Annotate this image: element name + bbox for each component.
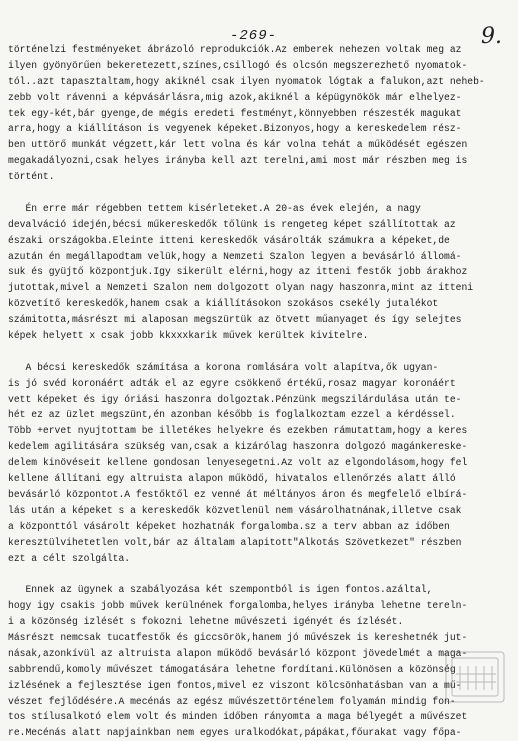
text-line: bevásárló központot.A festőktől ez venné át méltányos áron és megfelelő elbírá- [8, 488, 468, 500]
text-line: zebb volt rávenni a képvásárlásra,mig azok,akiknél a képügynökök már elhelyez- [8, 91, 462, 103]
text-line: arra,hogy a kiállításon is vegyenek képeket.Bizonyos,hogy a kereskedelem rész- [8, 123, 462, 135]
paragraph [8, 360, 514, 567]
text-line: ben uttörő munkát végzett,kár lett volna és kár volna tehát a működését egészen [8, 139, 468, 151]
text-line: tek egy-két,bár gyenge,de mégis eredeti festményt,könnyebben részesték magukat [8, 107, 462, 119]
text-line: hét ez az üzlet megszünt,én azonban később is foglalkoztam ezzel a kérdéssel. [8, 409, 456, 421]
text-line: lás után a képeket s a kereskedők közvetlenül nem vásárolhatnának,illetve csak [8, 504, 462, 516]
text-line: Több +ervet nyujtottam be illetékes helyekre és ezekben rámutattam,hogy a keres [8, 425, 468, 437]
text-line: Ennek az ügynek a szabályozása két szempontból is igen fontos.azáltal, [8, 584, 433, 596]
text-line: jutottak,mivel a Nemzeti Szalon nem dolgozott olyan nagy haszonra,mint az itteni [8, 282, 474, 294]
text-line: északi országokba.Eleinte itteni kereskedők vásárolták számukra a képeket,de [8, 234, 450, 246]
paragraph [8, 582, 514, 741]
text-line: násak,azonkívül az altruista alapon működő bevásárló központ jövedelmét a maga- [8, 647, 468, 659]
text-line: történelzi festményeket ábrázoló reprodukciók.Az emberek nehezen voltak meg az [8, 44, 462, 55]
text-line: is jó svéd koronáért adták el az egyre csökkenő értékű,rosaz magyar koronáért [8, 377, 456, 389]
paragraph [8, 201, 514, 344]
library-stamp-icon [440, 644, 510, 710]
text-line: suk és gyüjtő központjuk.Igy sikerült elérni,hogy az itteni festők jobb árakhoz [8, 266, 468, 278]
text-line: kedelem agilitására szükség van,csak a kizárólag haszonra dolgozó magánkereske- [8, 441, 468, 453]
text-line: a központtól vásárolt képeket hozhatnák forgalomba.sz a terv abban az időben [8, 520, 450, 532]
text-line: sabbrendű,komoly művészet támogatására lehetne fordítani.Különösen a közönség [8, 663, 456, 675]
paragraph-gap [8, 566, 514, 582]
text-line: tos stílusalkotó elem volt és minden időben rányomta a maga bélyegét a művészet [8, 711, 468, 723]
text-line: ezt a célt szolgálta. [8, 552, 131, 564]
text-line: hogy igy csakis jobb művek kerülnének forgalomba,helyes irányba lehetne tereln- [8, 600, 468, 612]
paragraph-gap [8, 185, 514, 201]
text-line: történt. [8, 171, 55, 183]
text-line: i a közönség izlését s fokozni lehetne művészeti igényét és ízlését. [8, 616, 404, 628]
text-line: delem kinövéseit kellene gondosan lenyesegetni.Az volt az elgondolásom,hogy fel [8, 457, 468, 469]
text-line: tól..azt tapasztaltam,hogy akiknél csak ilyen nyomatok lógtak a falukon,azt neheb- [8, 75, 485, 87]
text-line: közvetítő kereskedők,hanem csak a kiállításokon szokásos csekély jutalékot [8, 298, 439, 310]
typewritten-body [8, 42, 514, 741]
text-line: vészet fejlődésére.A mecénás az egész művészettörténelem folyamán mindig fon- [8, 695, 456, 707]
text-line: ilyen gyönyörűen bekeretezett,színes,csillogó és olcsón megszerezhető nyomatok- [8, 59, 468, 71]
text-line: kellene állítani egy altruista alapon működő, hivatalos ellenőrzés alatt álló [8, 473, 456, 485]
text-line: vett képeket és igy óriási haszonra dolgoztak.Pénzünk megszilárdulása után te- [8, 393, 462, 405]
text-line: devalváció idején,bécsi műkereskedők tőlünk is rengeteg képet szállítottak az [8, 218, 456, 230]
text-line: számitotta,másrészt mi alaposan megszürtük az ötvett műanyaget és így selejtes [8, 314, 462, 326]
text-line: izlésének a fejlesztése igen fontos,mivel ez viszont kölcsönhatásban van a mű- [8, 679, 462, 691]
text-line: Én erre már régebben tettem kisérleteket.A 20-as évek elején, a nagy [8, 202, 421, 214]
text-line: re.Mecénás alatt napjainkban nem egyes uralkodókat,pápákat,főurakat vagy főpa- [8, 727, 462, 739]
text-line: keresztülvihetetlen volt,bár az általam alapitott"Alkotás Szövetkezet" részben [8, 536, 462, 548]
text-line: képek helyett x csak jobb kkxxxkarik művek kerültek kivitelre. [8, 330, 369, 342]
page-number: -269- [230, 28, 278, 44]
handwritten-sheet-number: 9. [481, 24, 502, 49]
text-line: A bécsi kereskedők számítása a korona romlására volt alapítva,ők ugyan- [8, 361, 439, 373]
paragraph-gap [8, 344, 514, 360]
text-line: megakadályozni,csak helyes irányba kell azt terelni,ami most már részben meg is [8, 155, 468, 167]
text-line: azután én megállapodtam velük,hogy a Nemzeti Szalon legyen a bevásárló állomá- [8, 250, 462, 262]
paragraph [8, 42, 514, 185]
text-line: Másrészt nemcsak tucatfestők és giccsörök,hanem jó művészek is kereshetnék jut- [8, 631, 468, 643]
